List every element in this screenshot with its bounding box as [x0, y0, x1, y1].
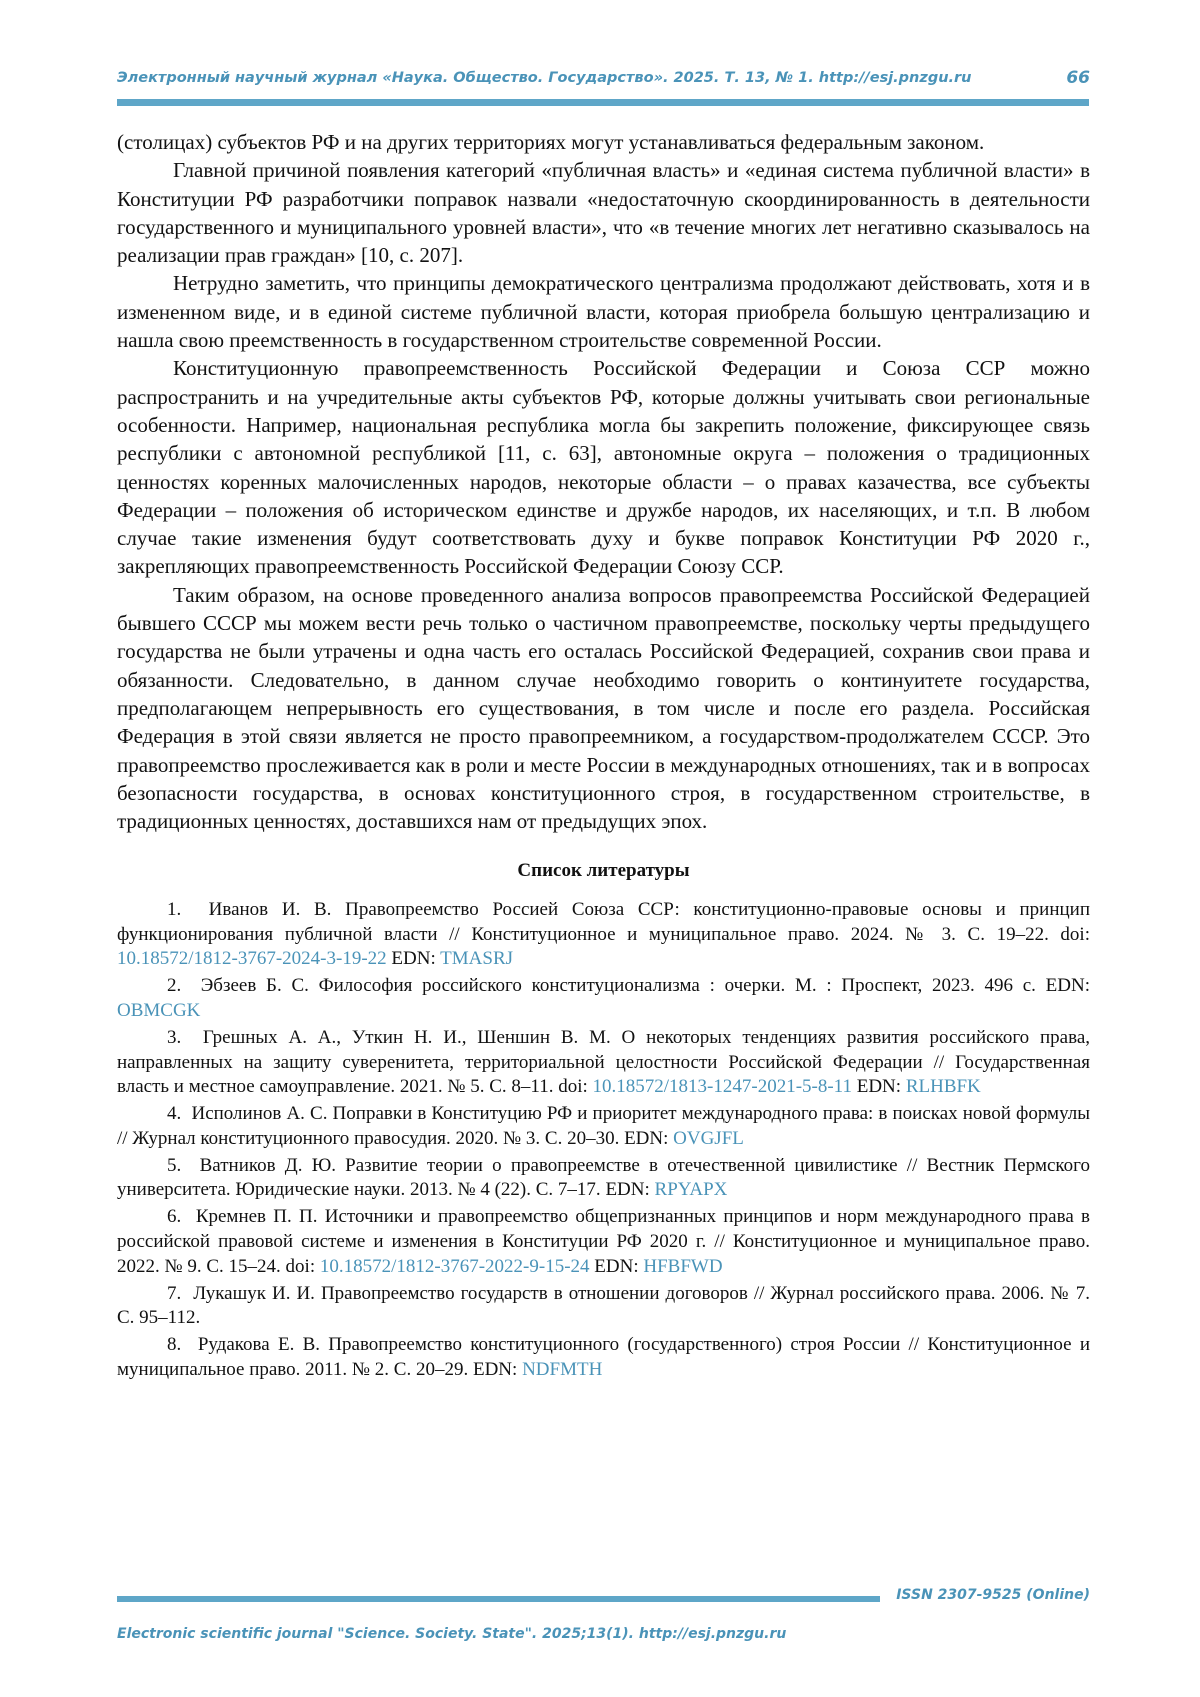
- reference-number: 5.: [167, 1154, 182, 1176]
- reference-number: 3.: [167, 1026, 182, 1048]
- reference-number: 1.: [167, 898, 182, 920]
- paragraph: Нетрудно заметить, что принципы демократического централизма продолжают действовать, хотя и в измененном виде, и в единой системе публичной власти, которая приобрела большую централизацию и нашла свою преемственность в государственном строительстве современной России.: [117, 271, 1090, 353]
- edn-link[interactable]: RLHBFK: [905, 1076, 981, 1098]
- reference-item: [117, 1282, 1090, 1332]
- edn-link[interactable]: OVGJFL: [673, 1127, 744, 1149]
- footer-rule: [117, 1596, 880, 1602]
- edn-label: EDN:: [851, 1076, 906, 1098]
- references-list: [117, 898, 1090, 1383]
- page-number: 66: [1066, 68, 1090, 88]
- reference-item: [117, 1154, 1090, 1204]
- paragraph: (столицах) субъектов РФ и на других территориях могут устанавливаться федеральным законом.: [117, 130, 985, 154]
- doi-link[interactable]: 10.18572/1813-1247-2021-5-8-11: [592, 1076, 852, 1098]
- reference-item: [117, 1205, 1090, 1279]
- reference-item: [117, 898, 1090, 972]
- reference-number: 6.: [167, 1206, 182, 1228]
- edn-label: EDN:: [386, 948, 441, 970]
- edn-link[interactable]: RPYAPX: [654, 1179, 728, 1201]
- doi-link[interactable]: 10.18572/1812-3767-2024-3-19-22: [117, 948, 387, 970]
- reference-item: [117, 1102, 1090, 1152]
- edn-label: EDN:: [1035, 975, 1091, 997]
- edn-label: EDN:: [468, 1359, 523, 1381]
- paragraph: Главной причиной появления категорий «публичная власть» и «единая система публичной власти» в Конституции РФ разработчики поправок назвали «недостаточную скоординированность в деятельности государственного и муниципального уровней власти», что «в течение многих лет негативно сказывалось на реализации прав граждан» [10, с. 207].: [117, 158, 1090, 268]
- doi-link[interactable]: 10.18572/1812-3767-2022-9-15-24: [319, 1255, 590, 1277]
- paragraph: Конституционную правопреемственность Российской Федерации и Союза ССР можно распространить и на учредительные акты субъектов РФ, которые должны учитывать свои региональные особенности. Например, национальная республика могла бы закрепить положение, фиксирующее связь республики с автономной республикой [11, с. 63], автономные округа – положения о традиционных ценностях коренных малочисленных народов, некоторые области – о правах казачества, все субъекты Федерации – положения об историческом единстве и дружбе народов, их населяющих, и т.п. В любом случае такие изменения будут соответствовать духу и букве поправок Конституции РФ 2020 г., закрепляющих правопреемственность Российской Федерации Союзу ССР.: [117, 356, 1090, 579]
- paragraph: Таким образом, на основе проведенного анализа вопросов правопреемства Российской Федерацией бывшего СССР мы можем вести речь только о частичном правопреемстве, поскольку черты предыдущего государства не были утрачены и одна часть его осталась Российской Федерацией, сохранив свои права и обязанности. Следовательно, в данном случае необходимо говорить о континуитете государства, предполагающем непрерывность его существования, в том числе и после его раздела. Российская Федерация в этой связи является не просто правопреемником, а государством-продолжателем СССР. Это правопреемство прослеживается как в роли и месте России в международных отношениях, так и в вопросах безопасности государства, в основах конституционного строя, в государственном строительстве, в традиционных ценностях, доставшихся нам от предыдущих эпох.: [117, 582, 1090, 834]
- header-rule: [117, 99, 1089, 106]
- reference-item: [117, 1333, 1090, 1383]
- edn-label: EDN:: [600, 1179, 655, 1201]
- reference-number: 8.: [167, 1334, 182, 1356]
- reference-item: [117, 974, 1090, 1024]
- edn-label: EDN:: [589, 1255, 644, 1277]
- issn-label: ISSN 2307-9525 (Online): [896, 1587, 1090, 1603]
- reference-text: Эбзеев Б. С. Философия российского конституционализма : очерки. М. : Проспект, 2023. 496 с.: [200, 975, 1036, 997]
- reference-text: Кремнев П. П. Источники и правопреемство общепризнанных принципов и норм международного права в российской правовой системе и изменения в Конституции РФ 2020 г. // Конституционное и муниципальное право. 2022. № 9. С. 15–24. doi:: [117, 1206, 1091, 1277]
- references-title: Список литературы: [517, 860, 690, 882]
- journal-footer: Electronic scientific journal "Science. Society. State". 2025;13(1). http://esj.pnzgu.ru: [117, 1626, 787, 1642]
- reference-text: Исполинов А. С. Поправки в Конституцию РФ и приоритет международного права: в поисках новой формулы // Журнал конституционного правосудия. 2020. № 3. С. 20–30.: [117, 1103, 1090, 1149]
- reference-text: Лукашук И. И. Правопреемство государств в отношении договоров // Журнал российского права. 2006. № 7. С. 95–112.: [117, 1282, 1090, 1329]
- reference-number: 2.: [167, 975, 182, 997]
- reference-text: Ватников Д. Ю. Развитие теории о правопреемстве в отечественной цивилистике // Вестник Пермского университета. Юридические науки. 2013. № 4 (22). С. 7–17.: [117, 1154, 1090, 1201]
- reference-text: Иванов И. В. Правопреемство Россией Союза ССР: конституционно-правовые основы и принцип функционирования публичной власти // Конституционное и муниципальное право. 2024. № 3. С. 19–22. doi:: [117, 898, 1091, 945]
- edn-link[interactable]: HFBFWD: [643, 1255, 723, 1277]
- article-body: [117, 128, 1090, 1385]
- edn-link[interactable]: OBMCGK: [117, 999, 201, 1021]
- reference-text: Рудакова Е. В. Правопреемство конституционного (государственного) строя России // Конституционное и муниципальное право. 2011. № 2. С. 20–29.: [117, 1334, 1091, 1381]
- journal-header: Электронный научный журнал «Наука. Общество. Государство». 2025. Т. 13, № 1. http://esj.pnzgu.ru: [117, 70, 972, 86]
- edn-link[interactable]: NDFMTH: [522, 1359, 603, 1381]
- edn-link[interactable]: TMASRJ: [440, 948, 514, 970]
- reference-text: Грешных А. А., Уткин Н. И., Шеншин В. М. О некоторых тенденциях развития российского права, направленных на защиту суверенитета, территориальной целостности Российской Федерации // Государственная власть и местное самоуправление. 2021. № 5. С. 8–11. doi:: [117, 1026, 1091, 1098]
- reference-number: 7.: [167, 1282, 182, 1304]
- reference-item: [117, 1026, 1090, 1100]
- edn-label: EDN:: [619, 1127, 674, 1149]
- reference-number: 4.: [167, 1103, 182, 1125]
